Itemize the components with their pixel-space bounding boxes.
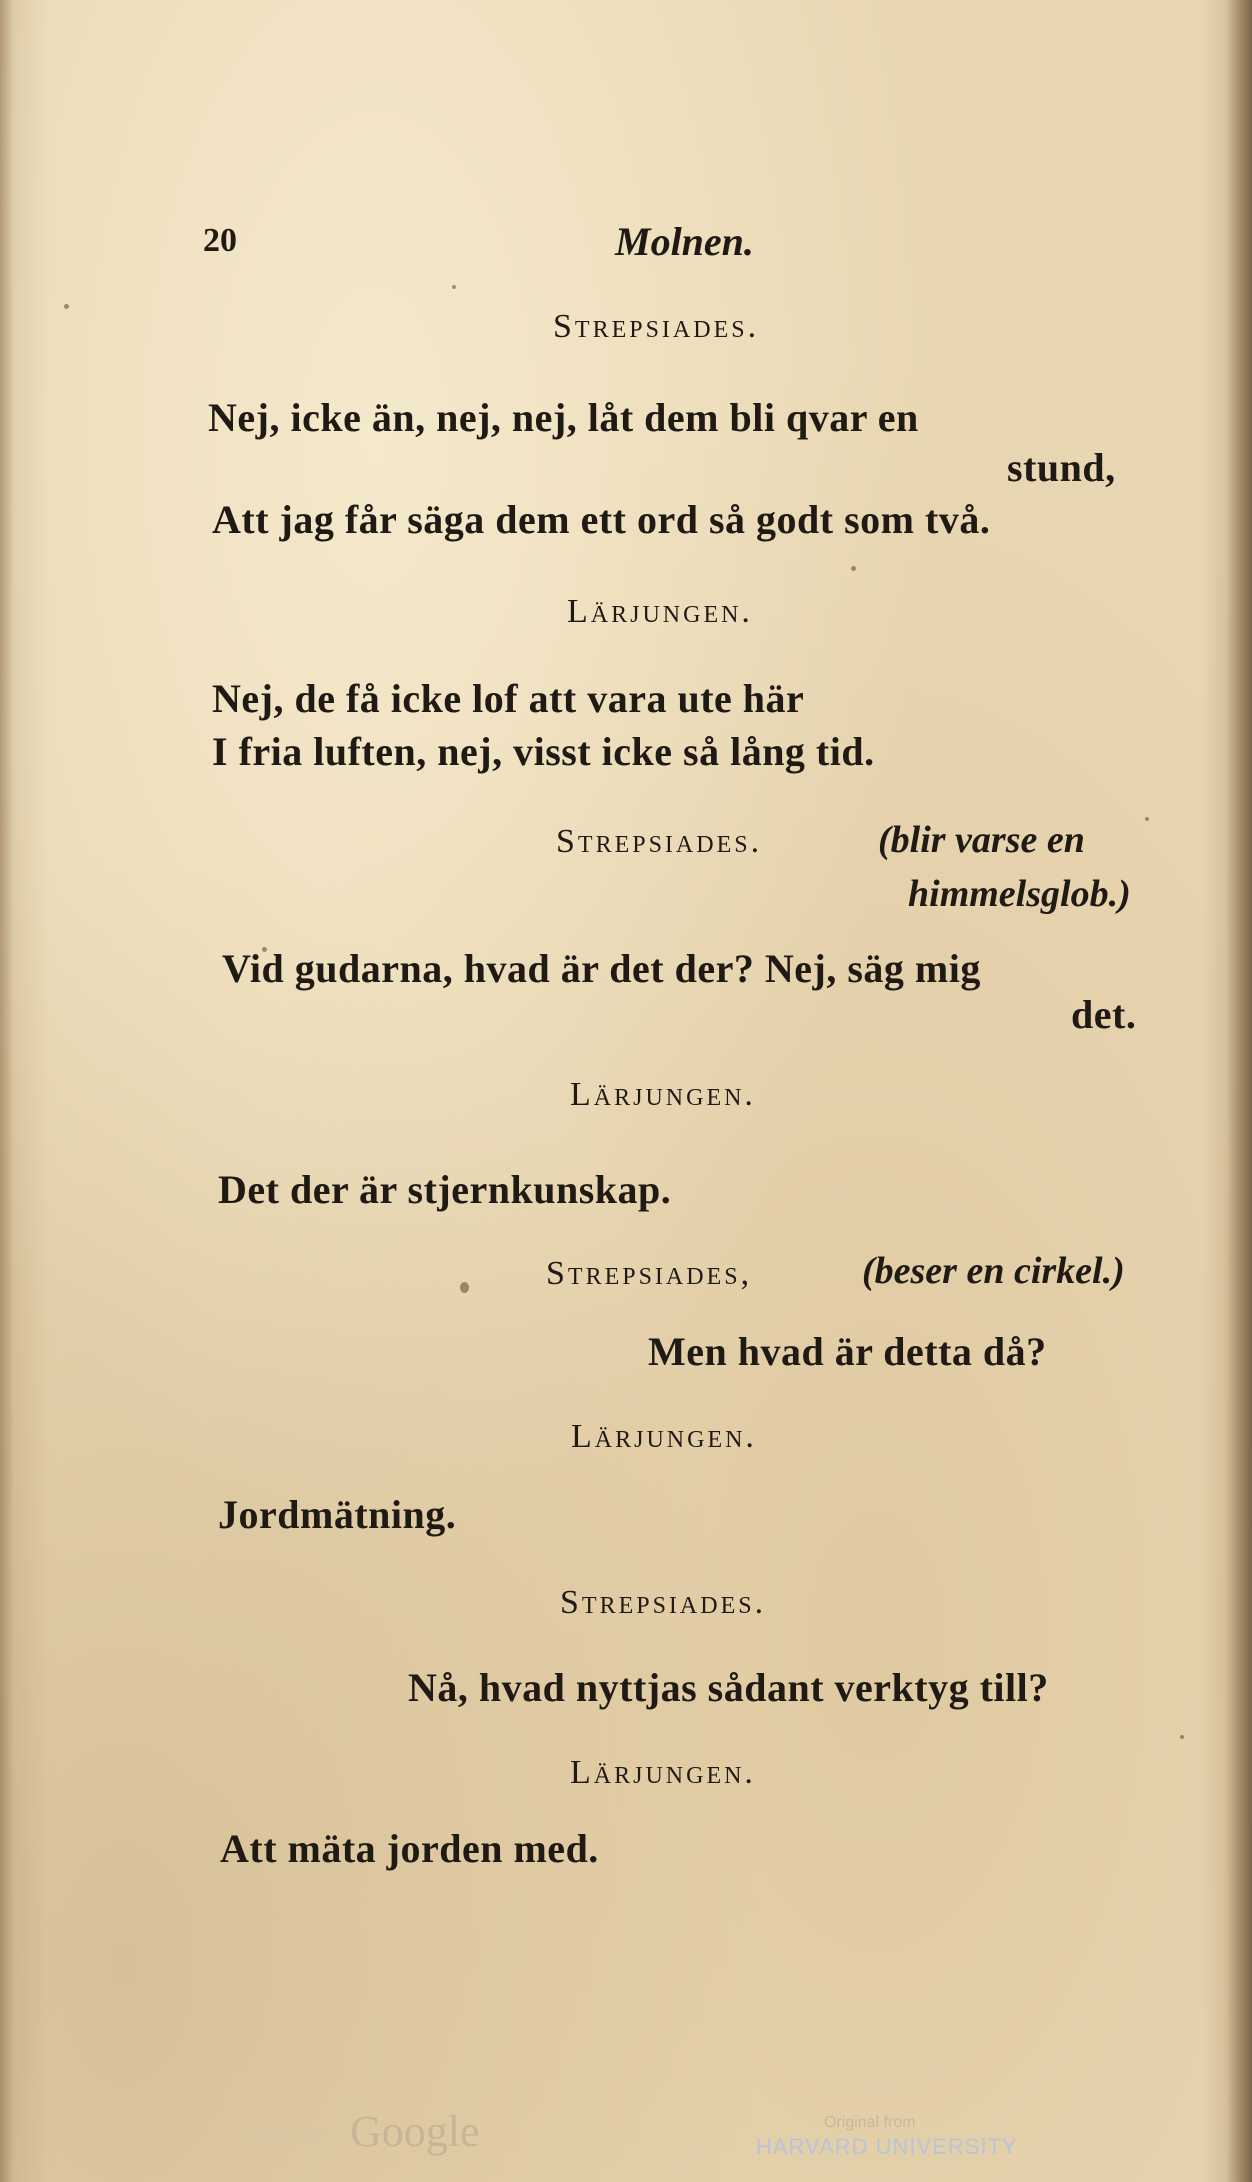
ink-speck bbox=[460, 1282, 469, 1293]
verse-line-continuation: det. bbox=[1071, 992, 1137, 1037]
verse-line: Det der är stjernkunskap. bbox=[218, 1167, 672, 1212]
institution-watermark: HARVARD UNIVERSITY bbox=[756, 2134, 1018, 2159]
ink-speck bbox=[452, 285, 456, 289]
page-right-edge bbox=[1226, 0, 1252, 2182]
ink-speck bbox=[1145, 817, 1149, 821]
stage-direction: (beser en cirkel.) bbox=[862, 1250, 1125, 1292]
speaker-heading: Lärjungen. bbox=[567, 593, 753, 630]
verse-line: Att jag får säga dem ett ord så godt som två. bbox=[212, 497, 991, 542]
speaker-heading: Strepsiades, bbox=[546, 1255, 753, 1292]
verse-line: Att mäta jorden med. bbox=[220, 1826, 599, 1871]
verse-line: Nej, de få icke lof att vara ute här bbox=[212, 676, 805, 721]
verse-line: Vid gudarna, hvad är det der? Nej, säg mig bbox=[222, 946, 981, 991]
speaker-heading: Strepsiades. bbox=[553, 308, 760, 345]
ink-speck bbox=[851, 566, 856, 571]
verse-line-continuation: stund, bbox=[1007, 445, 1116, 490]
page-number: 20 bbox=[203, 222, 237, 259]
ink-speck bbox=[1180, 1735, 1184, 1739]
original-from-label: Original from bbox=[824, 2114, 916, 2131]
verse-line: Men hvad är detta då? bbox=[648, 1329, 1047, 1374]
speaker-heading: Strepsiades. bbox=[556, 823, 763, 860]
verse-line: I fria luften, nej, visst icke så lång tid. bbox=[212, 729, 875, 774]
running-title: Molnen. bbox=[615, 219, 754, 264]
ink-speck bbox=[64, 304, 69, 309]
page-left-edge bbox=[0, 0, 14, 2182]
stage-direction: (blir varse en bbox=[878, 819, 1085, 861]
speaker-heading: Strepsiades. bbox=[560, 1584, 767, 1621]
verse-line: Nej, icke än, nej, nej, låt dem bli qvar en bbox=[208, 395, 919, 440]
stage-direction-continuation: himmelsglob.) bbox=[908, 873, 1131, 915]
speaker-heading: Lärjungen. bbox=[570, 1754, 756, 1791]
google-watermark: Google bbox=[350, 2107, 480, 2156]
verse-line: Jordmätning. bbox=[218, 1492, 457, 1537]
verse-line: Nå, hvad nyttjas sådant verktyg till? bbox=[408, 1665, 1049, 1710]
digitized-by-label: Digitized by bbox=[240, 2127, 323, 2144]
speaker-heading: Lärjungen. bbox=[571, 1418, 757, 1455]
speaker-heading: Lärjungen. bbox=[570, 1076, 756, 1113]
